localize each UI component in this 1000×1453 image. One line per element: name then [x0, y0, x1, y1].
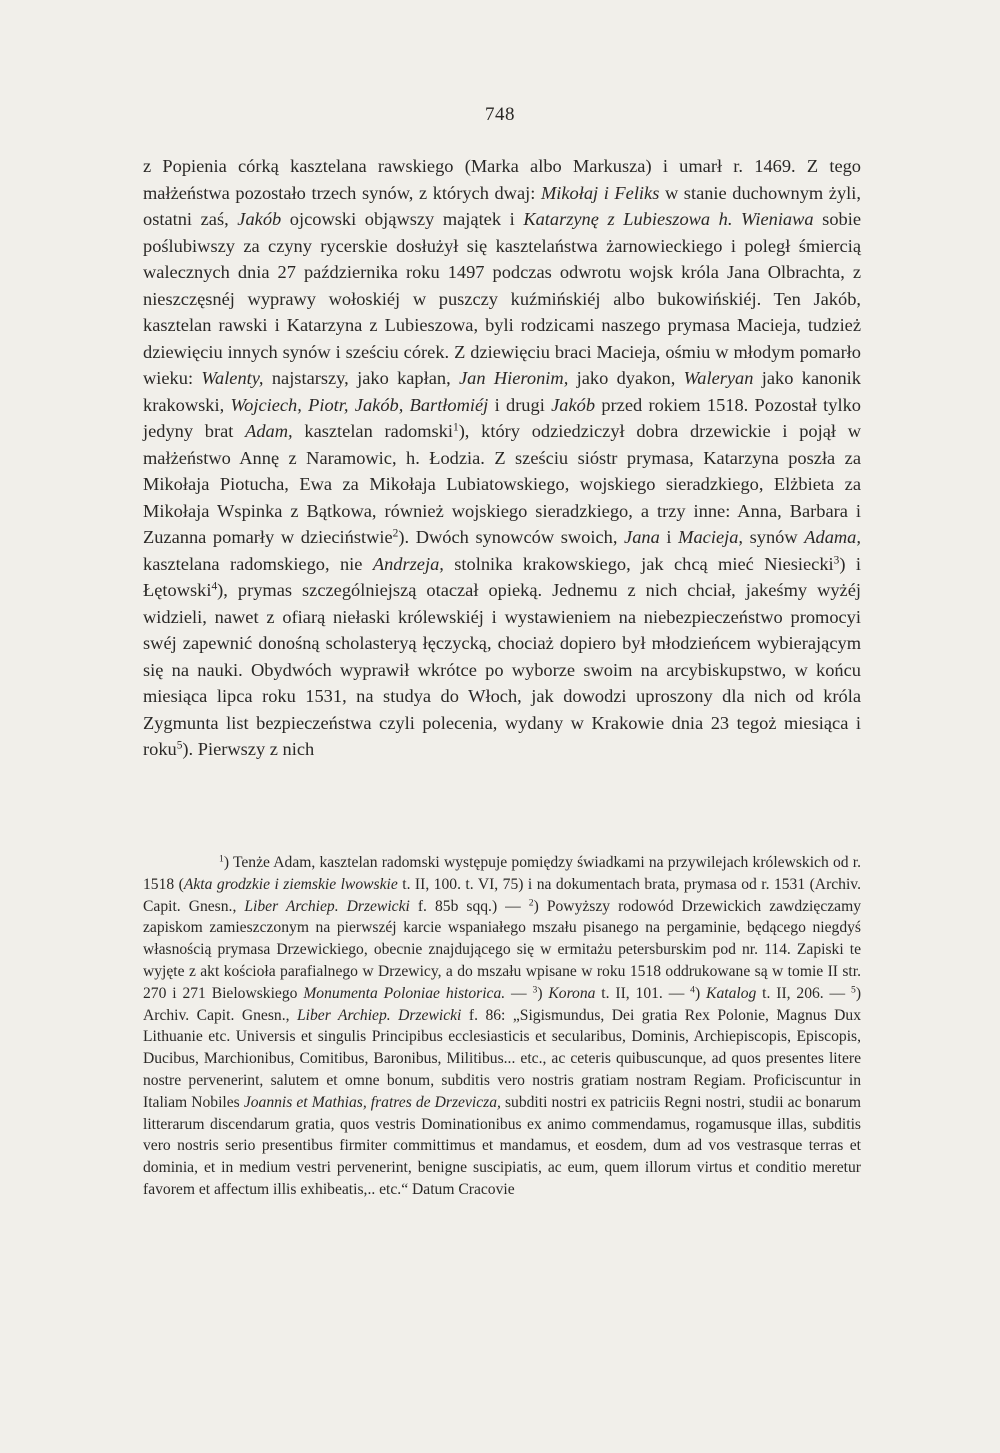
text-span: jako kanonik krakowski,: [143, 368, 861, 415]
italic-title: Akta grodzkie i ziemskie lwowskie: [183, 875, 398, 893]
italic-name: Andrzeja,: [372, 553, 444, 574]
text-span: stolnika krakowskiego, jak chcą mieć Niesiecki: [443, 553, 834, 574]
text-span: sobie poślubiwszy za czyny rycerskie dosłużył się kasztelaństwa żarnowieckiego i poległ śmiercią walecznych dnia 27 października roku 1497 podczas odwrotu wojsk króla Jana Olbrachta, z nieszczęsnéj wyprawy wołoskiéj w puszczy kuźmińskiéj albo bukowińskiéj. Ten Jakób, kasztelan rawski i Katarzyna z Lubieszowa, byli rodzicami naszego prymasa Macieja, tudzież dziewięciu innych synów i sześciu córek. Z dziewięciu braci Macieja, ośmiu w młodym pomarło wieku:: [143, 209, 861, 388]
text-span: subditi nostri ex patriciis Regni nostri, studii ac bonarum litterarum discendarum gratia, quos vestris Dominationibus ex animo commendamus, rogamusque illas, subditis vero nostris serio presentibus firmiter committimus et mandamus, et eosdem, dum ad vos vestrasque terras et dominia, et in medium vestri pervenerint, benigne suscipiatis, ac eum, quem illorum virtus et conditio meretur favorem et affectum illis exhibeatis,.. etc.“ Datum Cracovie: [143, 1093, 862, 1198]
text-span: w stanie duchownym żyli, ostatni zaś,: [143, 182, 861, 229]
footnotes: [143, 852, 861, 1201]
text-span: ). Dwóch synowców swoich,: [398, 527, 625, 547]
text-span: kasztelan radomski: [292, 421, 453, 441]
text-span: przed rokiem 1518. Pozostał tylko jedyny brat: [143, 394, 861, 441]
text-span: jako dyakon,: [568, 368, 684, 388]
text-span: f. 85b sqq.) —: [409, 897, 529, 915]
page-number: 748: [485, 104, 515, 125]
text-span: t. II, 206. —: [756, 984, 852, 1002]
italic-name: Waleryan: [683, 368, 754, 388]
italic-name: Mikołaj i Feliks: [540, 182, 660, 203]
text-span: ), prymas szczególniejszą otaczał opieką. Jednemu z nich chciał, jakeśmy wyżéj widzieli, nawet z ofiarą niełaski królewskiéj i wystawieniem na niebezpieczeństwo promocyi swéj zapewnić donośną scholasteryą łęczycką, chociaż dopiero był młodzieńcem wybierającym się na nauki. Obydwóch wyprawił wkrótce po wyborze swoim na arcybiskupstwo, w końcu miesiąca lipca roku 1531, na studya do Włoch, jak dowodzi uproszony dla nich od króla Zygmunta list bezpieczeństwa czyli polecenia, wydany w Krakowie dnia 23 tegoż miesiąca i roku: [143, 580, 861, 759]
text-span: ). Pierwszy z nich: [182, 739, 315, 759]
italic-name: Adam,: [245, 421, 293, 441]
text-span: ) i Łętowski: [143, 553, 861, 600]
text-span: f. 86: „Sigismundus, Dei gratia Rex Polonie, Magnus Dux Lithuanie etc. Universis et singulis Principibus ecclesiasticis et secularibus, Dominis, Archiepiscopis, Episcopis, Ducibus, Marchionibus, Comitibus, Baronibus, Militibus... etc., ac ceteris quibuscunque, ad quos presentes litere nostre pervenerint, salutem et omne bonum, subditis vero nostris gratiam nostram Regiam. Proficiscuntur in Italiam Nobiles: [143, 1006, 861, 1111]
text-span: najstarszy, jako kapłan,: [263, 368, 460, 388]
italic-title: Korona: [548, 984, 596, 1002]
footnote-ref-2: 2: [392, 527, 399, 540]
italic-name: Jakób: [551, 394, 596, 415]
text-span: ), który odziedziczył dobra drzewickie i pojął w małżeństwo Annę z Naramowic, h. Łodzia. Z sześciu sióstr prymasa, Katarzyna poszła za Mikołaja Piotucha, Ewa za Mikołaja Lubiatowskiego, wojskiego sieradzkiego, Elżbieta za Mikołaja Wspinka z Bątkowa, również wojskiego sieradzkiego, a trzy inne: Anna, Barbara i Zuzanna pomarły w dzieciństwie: [143, 421, 862, 547]
footnote-paragraph: [143, 852, 861, 1201]
footnote-marker-5: 5: [851, 984, 856, 996]
italic-title: Monumenta Poloniae historica.: [303, 984, 506, 1002]
text-span: —: [505, 984, 533, 1002]
text-span: ) Tenże Adam, kasztelan radomski występuje pomiędzy świadkami na przywilejach królewskich od r. 1518 (: [143, 854, 861, 893]
italic-name: Katarzynę z Lubieszowa h. Wieniawa: [523, 209, 814, 229]
main-paragraph: [143, 153, 861, 763]
italic-name: Adama,: [804, 527, 861, 547]
italic-title: Katalog: [706, 984, 757, 1002]
footnote-marker-1: 1: [219, 853, 224, 865]
italic-title: Joannis et Mathias, fratres de Drzevicza,: [243, 1093, 501, 1111]
italic-name: Jan Hieronim,: [459, 368, 569, 388]
text-span: t. II, 101. —: [595, 984, 691, 1002]
italic-title: Liber Archiep. Drzewicki: [296, 1006, 462, 1024]
footnote-ref-5: 5: [176, 739, 183, 752]
footnote-ref-4: 4: [211, 580, 218, 593]
main-text: [143, 153, 861, 763]
text-span: t. II, 100. t. VI, 75) i na dokumentach brata, prymasa od r. 1531 (Archiv. Capit. Gnesn.,: [143, 875, 861, 915]
footnote-ref-3: 3: [833, 554, 840, 567]
text-span: ) Powyższy rodowód Drzewickich zawdzięczamy zapiskom zamieszczonym na pierwszéj karcie wspaniałego mszału pisanego na pergaminie, będącego niegdyś własnością prymasa Drzewickiego, obecnie znajdującego się w ermitażu petersburskim pod nr. 114. Zapiski te wyjęte z akt kościoła parafialnego w Drzewicy, a do mszału wpisane w roku 1518 oddrukowane są w tomie II str. 270 i 271 Bielowskiego: [143, 897, 862, 1002]
text-span: synów: [743, 527, 805, 547]
text-span: ) Archiv. Capit. Gnesn.,: [143, 984, 862, 1024]
italic-name: Walenty,: [201, 368, 264, 388]
text-span: kasztelana radomskiego, nie: [143, 553, 373, 574]
italic-name: Jana: [624, 527, 660, 547]
text-span: z Popienia córką kasztelana rawskiego (Marka albo Markusza) i umarł r. 1469. Z tego małżeństwa pozostało trzech synów, z których dwaj:: [143, 156, 861, 203]
text-span: i: [659, 527, 679, 547]
italic-name: Macieja,: [678, 527, 744, 547]
footnote-marker-4: 4: [690, 984, 695, 996]
text-span: ): [537, 984, 549, 1002]
footnote-ref-1: 1: [452, 421, 459, 434]
text-span: i drugi: [488, 394, 552, 415]
italic-name: Wojciech, Piotr, Jakób, Bartłomiéj: [230, 394, 489, 415]
footnote-marker-2: 2: [528, 897, 534, 909]
text-span: ): [694, 984, 707, 1002]
italic-name: Jakób: [237, 209, 282, 229]
italic-title: Liber Archiep. Drzewicki: [244, 897, 410, 915]
text-span: ojcowski objąwszy majątek i: [281, 209, 524, 229]
footnote-marker-3: 3: [532, 984, 538, 996]
